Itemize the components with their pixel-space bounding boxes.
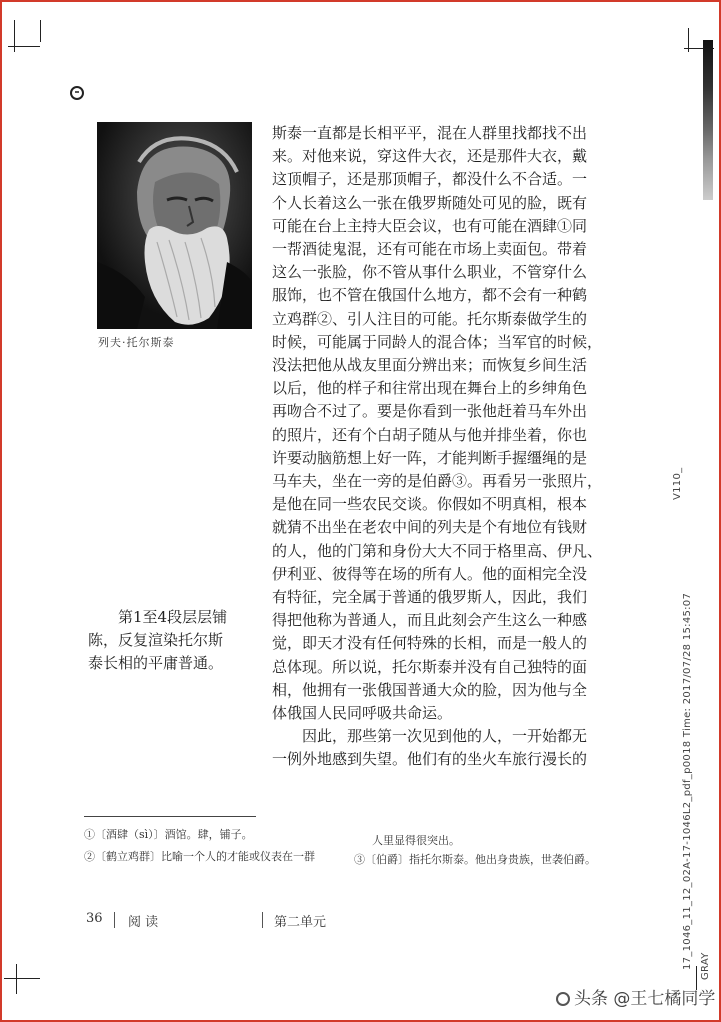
text-line: 马车夫，坐在一旁的是伯爵③。再看另一张照片， [272,472,603,491]
watermark [556,984,715,1009]
text-line: 是他在同一些农民交谈。你假如不明真相，根本 [272,495,588,514]
text-line: 服饰，也不管在俄国什么地方，都不会有一种鹤 [272,286,588,305]
side-note-line: 泰长相的平庸普通。 [88,654,224,672]
text-line: 相，他拥有一张俄国普通大众的脸，因为他与全 [272,680,588,699]
footnote-2-continued: 人里显得很突出。 [372,834,460,847]
text-line: 立鸡群②、引人注目的可能。托尔斯泰做学生的 [272,309,588,328]
crop-mark-bottom-left-h [4,978,40,979]
text-line: 这么一张脸，你不管从事什么职业，不管穿什么 [272,263,588,282]
text-line: 因此，那些第一次见到他的人，一开始都无 [302,727,588,746]
text-line: 以后，他的样子和往常出现在舞台上的乡绅角色 [272,379,588,398]
portrait-caption: 列夫·托尔斯泰 [98,336,175,349]
side-note-line: 陈，反复渲染托尔斯 [88,631,224,649]
text-line: 许要动脑筋想上好一阵，才能判断手握缰绳的是 [272,448,588,467]
tolstoy-portrait-image [97,122,252,329]
watermark-logo-icon [556,992,570,1006]
print-gray-label: GRAY [700,952,711,980]
text-line: 伊利亚、彼得等在场的所有人。他的面相完全没 [272,564,588,583]
text-line: 总体现。所以说，托尔斯泰并没有自己独特的面 [272,657,588,676]
footer-unit-title: 第二单元 [274,915,327,930]
text-line: 有特征，完全属于普通的俄罗斯人，因此，我们 [272,588,588,607]
crop-mark-top-left-h [8,46,40,47]
watermark-text: 头条 @王七橘同学 [574,989,716,1009]
footnote-rule [84,816,256,817]
footer-divider-left [114,912,115,928]
print-file-info: 17_1046_11_12_02A-17-1046L2_pdf_p0018 Time: 2017/07/28 15:45:07 [682,592,693,970]
footnote-1: ①〔酒肆（sì）〕酒馆。肆，铺子。 [84,828,253,841]
text-line: 个人长着这么一张在俄罗斯随处可见的脸，既有 [272,193,588,212]
text-line: 时候，可能属于同龄人的混合体；当军官的时候， [272,332,603,351]
text-line: 就猜不出坐在老农中间的列夫是个有地位有钱财 [272,518,588,537]
text-line: 觉，即天才没有任何特殊的长相，而是一般人的 [272,634,588,653]
footnote-3: ③〔伯爵〕指托尔斯泰。他出身贵族，世袭伯爵。 [354,853,596,866]
crop-mark-top-left-2 [40,20,41,42]
text-line: 来。对他来说，穿这件大衣，还是那件大衣，戴 [272,147,588,166]
main-text [272,122,612,772]
text-line: 没法把他从战友里面分辨出来；而恢复乡间生活 [272,356,588,375]
footer-divider-right [262,912,263,928]
text-line: 的人，他的门第和身份大大不同于格里高、伊凡、 [272,541,603,560]
text-line: 的照片，还有个白胡子随从与他并排坐着，你也 [272,425,588,444]
text-line: 这顶帽子，还是那顶帽子，都没什么不合适。一 [272,170,588,189]
print-code: V110_ [672,467,683,500]
footer-book-title: 阅 读 [128,915,159,930]
footnote-2: ②〔鹤立鸡群〕比喻一个人的才能或仪表在一群 [84,850,315,863]
reading-tip-icon [70,86,84,100]
text-line: 一帮酒徒鬼混，还有可能在市场上卖面包。带着 [272,240,588,259]
side-annotation [88,606,258,675]
text-line: 再吻合不过了。要是你看到一张他赶着马车外出 [272,402,588,421]
text-line: 得把他称为普通人，而且此刻会产生这么一种感 [272,611,588,630]
color-calibration-bar [703,40,713,200]
side-note-line: 第1至4段层层铺 [118,608,228,626]
crop-mark-bottom-left [16,964,17,994]
text-line: 体俄国人民同呼吸共命运。 [272,704,453,723]
page-number: 36 [86,911,103,926]
text-line: 可能在台上主持大臣会议，也有可能在酒肆①同 [272,216,588,235]
text-line: 斯泰一直都是长相平平，混在人群里找都找不出 [272,124,588,142]
text-line: 一例外地感到失望。他们有的坐火车旅行漫长的 [272,750,588,769]
crop-mark-top-left [14,20,15,52]
